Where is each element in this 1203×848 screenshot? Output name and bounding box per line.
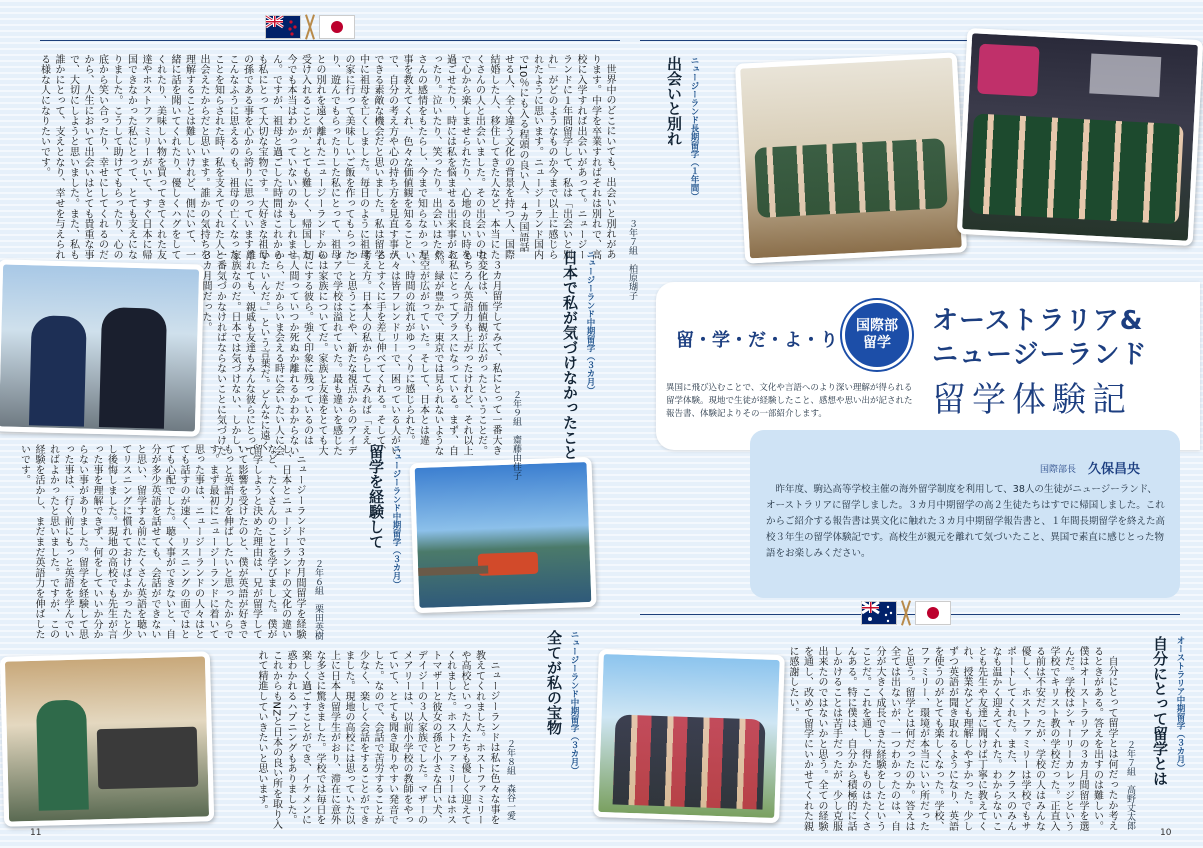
article-title-block [664,56,700,256]
article-body: 自分にとって留学とは何だったか考えるときがある。答えを出すのは難しい。僕はオーストラリアの３カ月間留学を選んだ。学校はシャーリーカレッジという学校でキリスト教の学校だった。正直入る前は不安だったが、学校の人はみんな優しく、ホストファミリーは学校でもサポートしてくれた。また、クラスのみんなも温かく迎えてくれた。わからないことも先生や友達に聞けば丁寧に教えてくれ、授業なども理解しやすかった。少しずつ英語が聞き取れるようになり、英語を使うのがとても楽しくなった。学校、ファミリー、環境が本当にいい所だったと思う。留学とは何だったのか。答えは全ては出ないが、一つわかったのは、自分が大きく成長できた経験をしたということだ。これを通し、得たものはたくさんある。特に僕は、自分から積極的に話しかけることは苦手だったが、少し克服出来たのではないかと思う。全ての経験を通し、改めて留学にいかせてくれた親に感謝したい。 [787,646,1117,832]
page-number-left: 11 [30,828,42,838]
article-body: 世界中のどこにいても、出会いと別れがあります。中学を卒業すればそれは別れで、高校に入学すれば出会いがあって。ニュージーランドに１年間留学して、私は「出会いと別れ」がどのようなものか今まで以上に感じられたように思います。ニュージーランド国内で10％にも入る程頭の良い人、４カ国語話せる人、全く違う文化の背景を持つ人、国際結婚した人、移住してきた人など、本当にたくさんの人と出会いました。その出会いの中で心から楽しませられたり、心地の良い時を過ごせたり、時には私を悩ませる出来事があったり。泣いたり、笑ったり。出会いはたくさんの感情をもたらし、今まで知らなかった事を教えてくれ、色々な価値観を知ることで、自分の考え方や心の持ち方を見直す事ができる素敵な機会だと思いました。私は留学中に祖母を亡くしました。毎日のように祖母の家に行って美味しいご飯を作ってもらったり、遊んでもらったりした私にとって、祖母との別れを遠く離れたニュージーランドから受け入れることが、とても難しく、帰国した今でも本当はわかっていないのかもしれません。ですが、祖母と過ごした時間はこれからも私にとって大切な宝物です。大好きな祖母の孫である事を心から誇りに思っています。こんなふうに思えるのも、祖母の亡くなったことを知らされた時、私を支えてくれた人と出会えたからだと思います。誰かの気持ちを理解することは難しいけれど、側にいて、一緒に話を聞いてくれたり、優しくハグをしてくれたり、美味しい物を買ってきてくれた友達やホストファミリーがいて、すぐ日本に帰国できなかった私にとって、とても支えになりました。こうして助けてもらったり、心の底から笑い合ったり、幸せにしてくれるのだから、人生において出会いはとても貴重な事で、大切にしようと思いました。また、私も誰かにとって、支えとなり、幸せを与えられる様な人になりたいです。 [38,54,615,260]
title-line1: オーストラリア& [932,306,1144,336]
intro-text: 異国に飛び込むことで、文化や言語へのより深い理解が得られる留学体験。現地で生徒が経験したこと、感想や思い出が記された報告書、体験記よりその一部紹介します。 [666,383,913,419]
article-title: 自分にとって留学とは [1151,636,1169,786]
header-panel [656,282,1200,450]
article-title-block [544,630,580,820]
photo-students-group [957,28,1203,246]
message-name: 久保昌央 [1088,462,1141,477]
article-label: ニュージーランド中期留学（３カ月） [391,444,401,589]
article-label: ニュージーランド長期留学（１年間） [689,56,699,201]
international-dept-badge [842,300,912,370]
article-byline: ２年８組 森谷一愛 [505,739,515,820]
photo-friends-outdoor [593,649,785,823]
article-byline: ２年９組 齋藤由佳子 [511,390,521,480]
article-byline: ３年７組 柏原瑚子 [627,219,637,300]
photo-barbecue [0,651,214,826]
photo-harbor-boat [409,457,596,613]
page-number-right: 10 [1160,828,1172,838]
article-byline-block [312,520,328,640]
article-label: オーストラリア中期留学（３カ月） [1175,636,1185,772]
message-box [750,430,1180,598]
article-title-block [560,250,596,470]
article-title-block [366,444,402,634]
top-rule-left [40,40,620,41]
title-line2: ニュージーランド [932,340,1148,370]
article-title-block [1150,636,1186,836]
photo-two-friends [0,259,204,436]
article-body: ニュージーランドは私に色々な事を教えてくれました。ホストファミリーや高校といった人たちも優しく迎えてくれました。ホストファミリーはホストマザーと彼女の孫と小さな白い犬、デイジーの３人家族でした。マザーのメアリーは、以前小学校の教師をやっていて、とても聞き取りやすい発音でした。なので、会話で苦労することが少なく、楽しく会話をすることができました。現地の高校には思っていた以上に日本人留学生がおり、滞在に意外な多さに驚きました。学校では毎日を楽しく過ごすことができ、イケメンに惑わかれるハプニングもありました。これからもNZと日本の良い所を取り入れて精進していきたいと思います。 [256,650,499,830]
article-byline-block [510,330,526,480]
crossed-sticks-icon [304,14,316,40]
article-byline-block [626,150,642,300]
article-byline-block [1124,720,1140,830]
japan-flag-icon [915,601,951,625]
flags-au-jp [858,600,954,626]
australia-flag-icon [861,601,897,625]
article-byline: ２年７組 高野丈太郎 [1125,740,1135,830]
crossed-sticks-icon [900,600,912,626]
title-line3: 留学体験記 [932,380,1132,420]
japan-flag-icon [319,15,355,39]
article-byline-block [504,710,520,820]
message-body: 昨年度、駒込高等学校主催の海外留学制度を利用して、38人の生徒がニュージーランド、オーストラリアに留学しました。３カ月中期留学の高２生徒たちはすでに帰国しました。これからご紹介する報告書は異文化に触れた３カ月中期留学報告書と、１年間長期留学を終えた高校３年生の留学体験記です。高校生が親元を離れて気づいたこと、異国で素直に感じとった物語をお楽しみください。 [766,484,1166,559]
article-title: 出会いと別れ [665,56,683,146]
photo-students-hall [735,52,967,263]
article-title: 日本で私が気づけなかったこと [561,250,579,460]
article-title: 留学を経験して [367,444,385,549]
article-title: 全てが私の宝物 [545,630,563,735]
new-zealand-flag-icon [265,15,301,39]
badge-text: 国際部留学 [856,318,898,351]
article-body: ３カ月留学してみて、私にとって一番大きな変化は、価値観が広がったということだ。もちろん英語力も上がったけれど、それ以上に私にとってプラスになっている。まず、自然。緑が豊かで、東京では見られないような星空が広がっていた。そして、日本とは違い、時間の流れがゆっくりに感じられた。人々は皆フレンドリーで、困っている人がいるとすぐに手を差し伸べてくれる。そして、考え方。日本人の私からしてみれば「ええっ」と思うことや、新たな視点からのアイディアで学校は溢れていた。最も違いを感じたのは家族についてだ。家族と友達をとても大切にする彼ら。強く印象に残っているのは「人間っていつか死ぬか離れるかわからないから、だからいま会える時に会いたい人に会いたいんだ。」という言葉だ。どんなに遠く離れても、親戚も友達もみんな彼らにとって家族なのだ。日本では気づけない、しかし、一番気づかなければならないことに気づけた３カ月間だった。 [200,250,501,456]
article-body: ニュージーランドで３カ月間留学を経験し、日本とニュージーランドの文化の違いなど、たくさんのことを学びました。僕が留学しようと決めた理由は、兄が留学していて影響を受けたのと、僕が英語が好きでもっと英語力を伸ばしたいと思ったからです。まず最初にニュージーランドに着いて思った事は、ニュージーランドの人々はとても話すのが速く、リスニングの面ではとても心配でした。聴く事ができないと、自分が多少英語を話せても、会話ができないと思い、留学する前にたくさん英語を聴いてリスニングに慣れておけばよかったと少し後悔しました。現地の高校でも先生が言った事を理解できず、何をしていいか分からない事がありました。留学を経験して思った事は、行く前にもっと英語を学んでいればよかったと思いました。ですが、この経験を活かし、まだまだ英語力を伸ばしたいです。 [18,444,305,640]
article-label: ニュージーランド中期留学（３カ月） [569,630,579,775]
article-label: ニュージーランド中期留学（３カ月） [585,250,595,395]
dayori-label: 留・学・だ・よ・り [676,330,838,351]
flags-nz-jp [262,14,358,40]
message-role: 国際部長 [1040,465,1077,475]
article-byline: ２年６組 栗田英樹 [313,559,323,640]
